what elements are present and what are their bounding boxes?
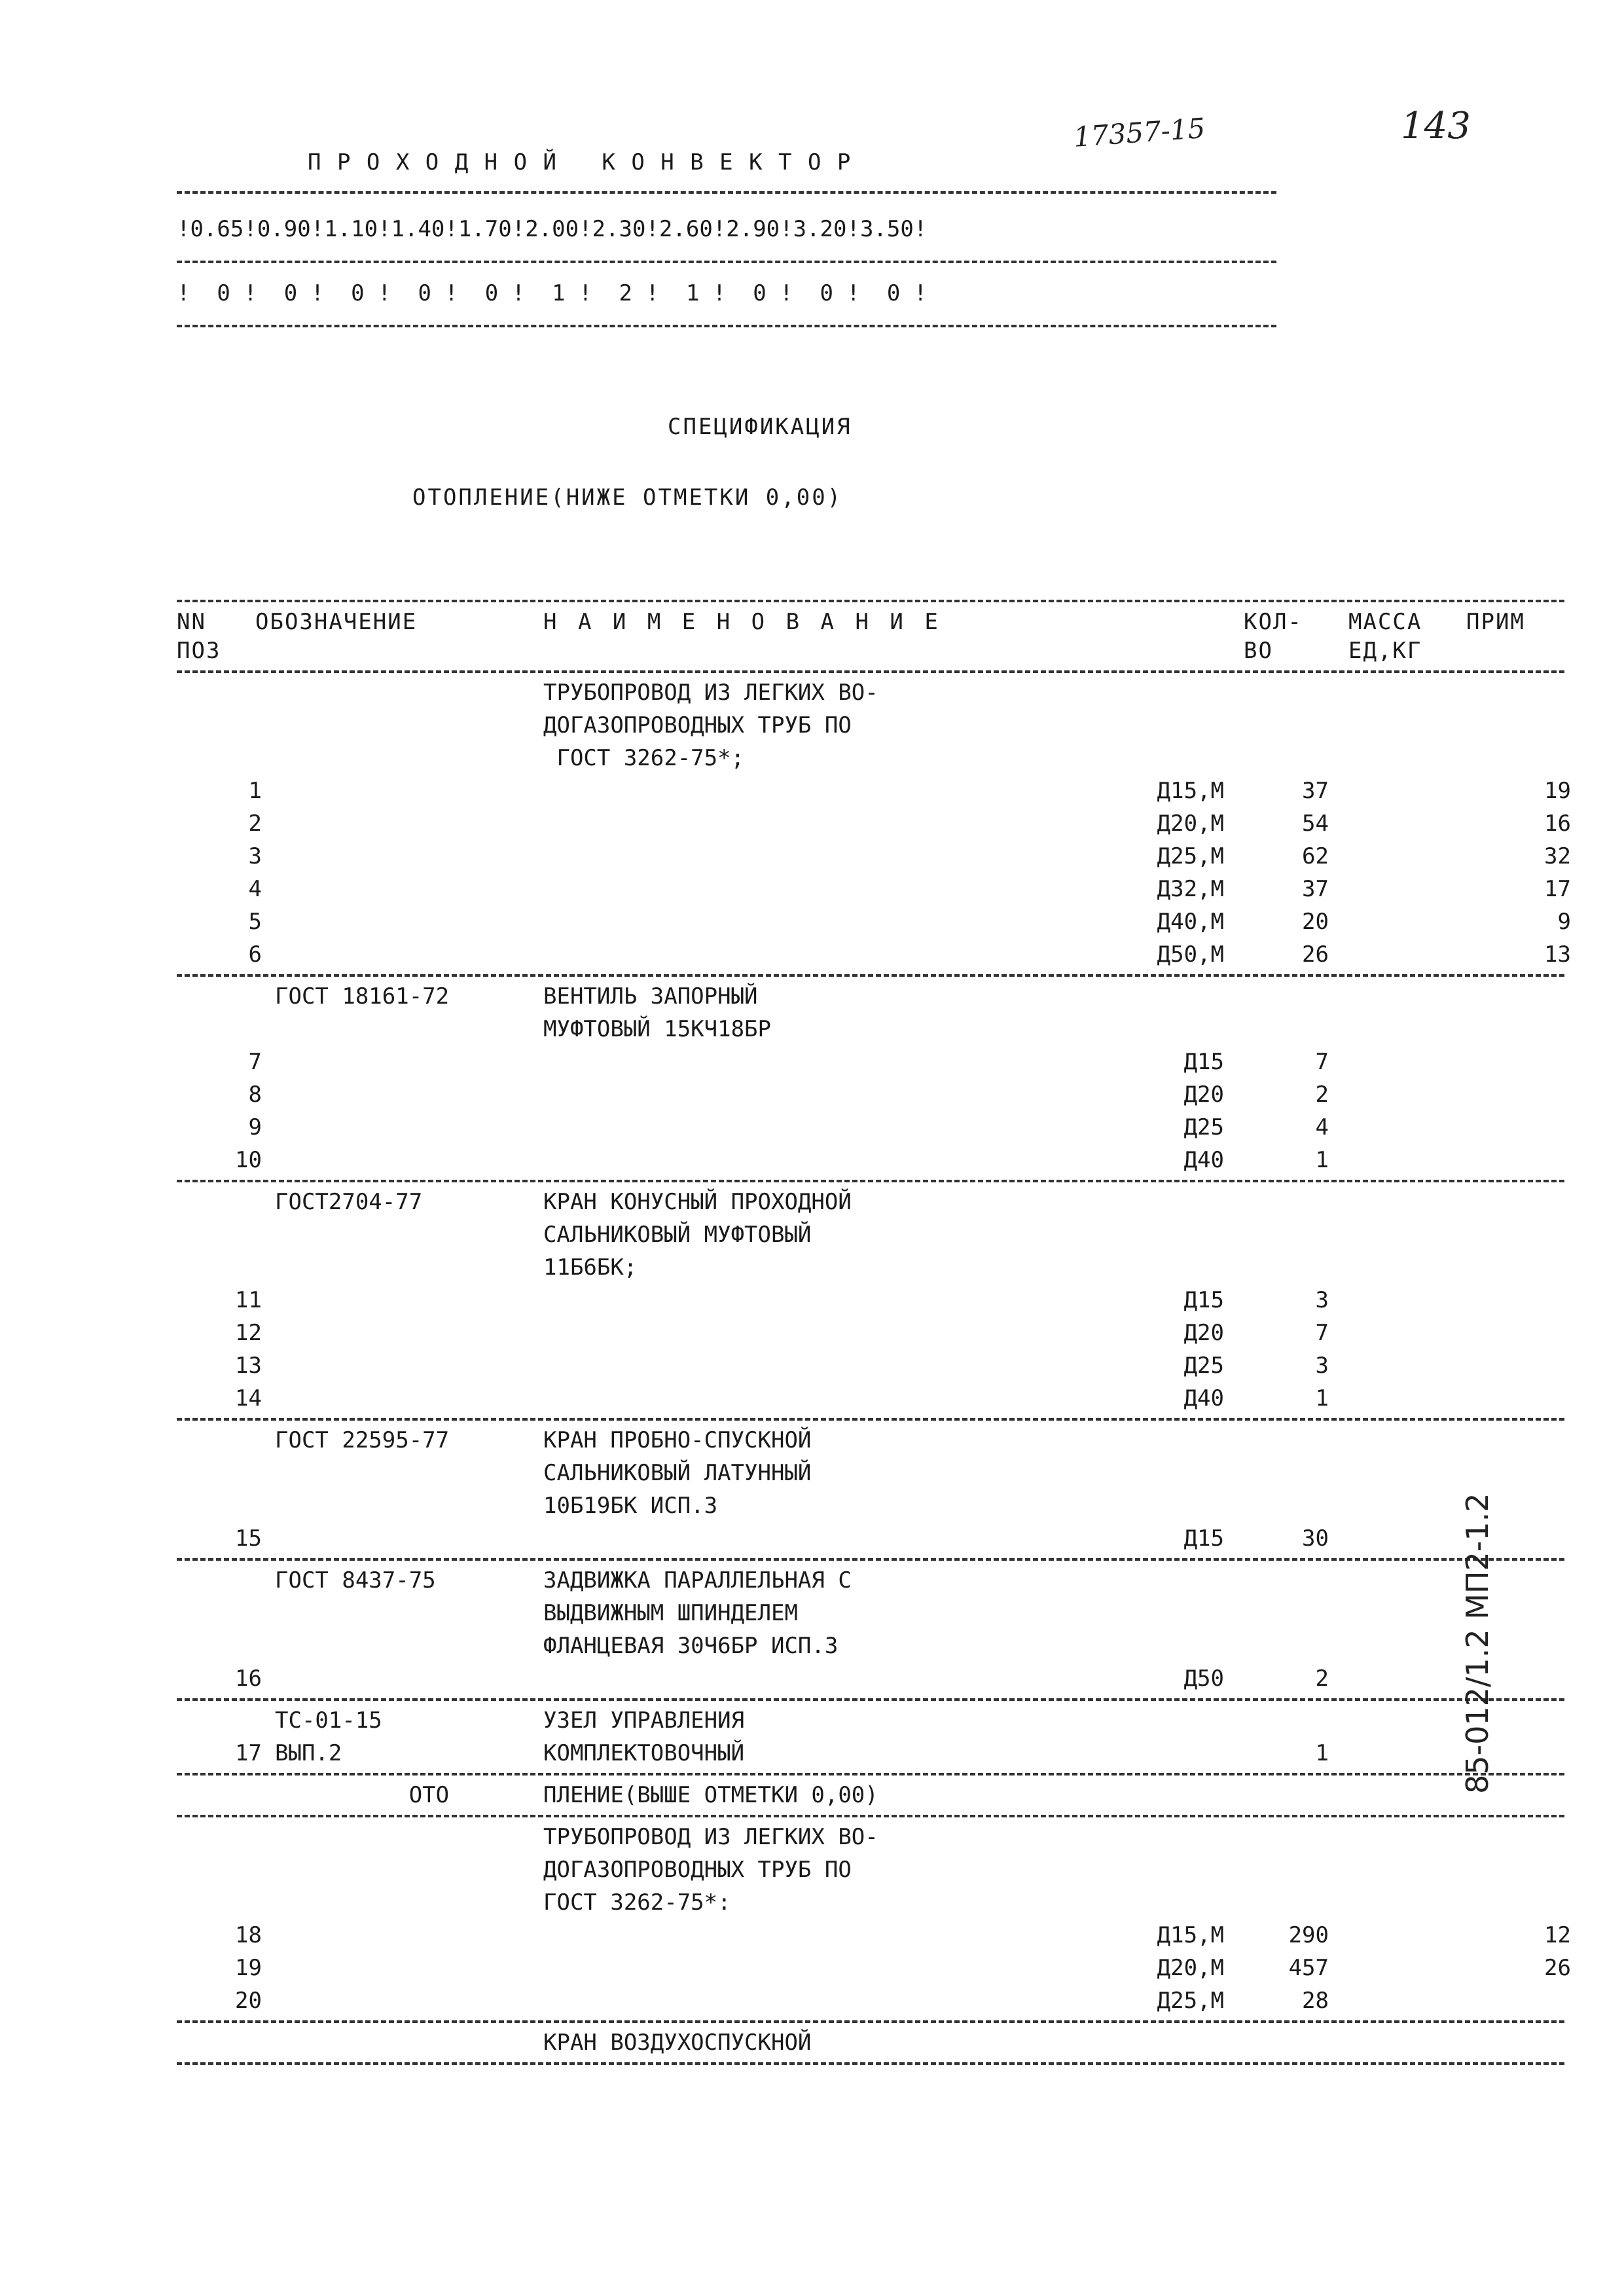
cell-qty: 457 [1288,1955,1329,1981]
header-pos-1: NN [177,609,206,635]
cell-size: Д50 [1183,1666,1224,1692]
cell-qty: 30 [1302,1525,1329,1552]
cell-pos: 16 [235,1666,262,1692]
table-row [177,1984,1394,2016]
table-row [177,1736,1394,1769]
cell-pos: 4 [248,876,262,902]
table-row [177,905,1571,938]
cell-size: Д15,М [1157,778,1224,804]
cell-note: 13 [1544,941,1571,968]
table-row [177,676,1394,708]
cell-pos: 12 [235,1320,262,1346]
cell-pos: 13 [235,1353,262,1379]
header-name: Н А И М Е Н О В А Н И Е [543,609,942,635]
table-row [177,708,1394,741]
table-row [177,1185,1394,1218]
cell-size: Д15,М [1157,1922,1224,1948]
cell-qty: 20 [1302,909,1329,935]
cell-size: Д40 [1183,1385,1224,1411]
table-row [177,807,1571,839]
cell-pos: 3 [248,843,262,869]
cell-size: Д20 [1183,1320,1224,1346]
table-row [177,1629,1394,1662]
header-pos-2: ПОЗ [177,638,221,664]
side-stamp: 85-012/1.2 МП2-1.2 [1460,1493,1495,1794]
cell-pos: 19 [235,1955,262,1981]
table-row [177,1078,1394,1110]
cell-name: КРАН КОНУСНЫЙ ПРОХОДНОЙ [543,1189,852,1215]
cell-size: Д15 [1183,1287,1224,1313]
cell-size: Д25 [1183,1353,1224,1379]
header-mass-1: МАССА [1348,609,1422,635]
table-row [177,979,1394,1012]
cell-pos: 20 [235,1988,262,2014]
cell-size: Д20,М [1157,810,1224,837]
table-row [177,1316,1394,1349]
cell-note: 16 [1544,810,1571,837]
cell-pos: 11 [235,1287,262,1313]
table-row [177,1662,1394,1694]
table-row [177,1110,1394,1143]
header-code: ОБОЗНАЧЕНИЕ [255,609,418,635]
table-row [177,1853,1394,1885]
section-title: ОТОПЛЕНИЕ(НИЖЕ ОТМЕТКИ 0,00) [412,484,843,511]
cell-qty: 28 [1302,1988,1329,2014]
table-row [177,1951,1571,1984]
cell-code: ГОСТ 8437-75 [275,1567,436,1593]
cell-name: КОМПЛЕКТОВОЧНЫЙ [543,1740,745,1766]
cell-note: 19 [1544,778,1571,804]
cell-name: ДОГАЗОПРОВОДНЫХ ТРУБ ПО [543,712,852,738]
cell-note: 32 [1544,843,1571,869]
table-row [177,1820,1394,1853]
cell-qty: 37 [1302,876,1329,902]
table-row [177,1489,1394,1521]
cell-qty: 7 [1315,1320,1329,1346]
table-row [177,1778,1394,1811]
cell-qty: 1 [1315,1740,1329,1766]
table-row [177,1885,1394,1918]
cell-name: САЛЬНИКОВЫЙ МУФТОВЫЙ [543,1222,812,1248]
cell-size: Д32,М [1157,876,1224,902]
convector-title: П Р О Х О Д Н О Й К О Н В Е К Т О Р [308,149,852,175]
table-row [177,1703,1394,1736]
cell-name: ЗАДВИЖКА ПАРАЛЛЕЛЬНАЯ С [543,1567,852,1593]
cell-note: 9 [1557,909,1571,935]
cell-size: Д15 [1183,1049,1224,1075]
table-row [177,1012,1394,1045]
cell-code: ГОСТ2704-77 [275,1189,423,1215]
cell-qty: 54 [1302,810,1329,837]
cell-name: УЗЕЛ УПРАВЛЕНИЯ [543,1707,745,1734]
cell-qty: 37 [1302,778,1329,804]
cell-name: КРАН ПРОБНО-СПУСКНОЙ [543,1427,812,1453]
cell-pos: 8 [248,1082,262,1108]
table-header [177,605,1525,638]
cell-name: ГОСТ 3262-75*; [543,745,745,771]
table-row [177,1349,1394,1381]
cell-size: Д40,М [1157,909,1224,935]
cell-pos: 14 [235,1385,262,1411]
cell-name: ТРУБОПРОВОД ИЗ ЛЕГКИХ ВО- [543,1824,878,1850]
cell-qty: 4 [1315,1114,1329,1140]
cell-name: ВЫДВИЖНЫМ ШПИНДЕЛЕМ [543,1600,798,1626]
cell-pos: 6 [248,941,262,968]
cell-qty: 2 [1315,1666,1329,1692]
cell-size: Д25 [1183,1114,1224,1140]
table-row [177,741,1394,774]
cell-code: ГОСТ 22595-77 [275,1427,450,1453]
convector-counts-row: ! 0 ! 0 ! 0 ! 0 ! 0 ! 1 ! 2 ! 1 ! 0 ! 0 ! 0 ! [177,280,928,306]
cell-size: Д40 [1183,1147,1224,1173]
cell-qty: 1 [1315,1385,1329,1411]
cell-name: ВЕНТИЛЬ ЗАПОРНЫЙ [543,983,758,1010]
table-row [177,2026,1394,2058]
header-qty-2: ВО [1244,638,1273,664]
cell-code: ТС-01-15 [275,1707,382,1734]
convector-values-row: !0.65!0.90!1.10!1.40!1.70!2.00!2.30!2.60!2.90!3.20!3.50! [177,216,928,242]
cell-pos: 7 [248,1049,262,1075]
cell-note: 17 [1544,876,1571,902]
cell-qty: 7 [1315,1049,1329,1075]
cell-name: ФЛАНЦЕВАЯ 30Ч6БР ИСП.3 [543,1633,839,1659]
cell-pos: 17 [235,1740,262,1766]
table-row [177,1218,1394,1250]
table-row [177,1381,1394,1414]
cell-pos: 18 [235,1922,262,1948]
handwritten-page-number: 143 [1401,105,1471,147]
cell-pos: 1 [248,778,262,804]
cell-note: 12 [1544,1922,1571,1948]
cell-qty: 2 [1315,1082,1329,1108]
table-row [177,1918,1571,1951]
cell-name: ГОСТ 3262-75*: [543,1889,731,1916]
table-row [177,938,1571,970]
cell-size: Д50,М [1157,941,1224,968]
table-row [177,872,1571,905]
header-qty-1: КОЛ- [1244,609,1303,635]
cell-qty: 3 [1315,1353,1329,1379]
cell-name: 11Б6БК; [543,1254,638,1281]
table-row [177,774,1571,807]
table-header-2 [177,638,1422,666]
cell-pos: 9 [248,1114,262,1140]
cell-size: Д25,М [1157,1988,1224,2014]
table-row [177,1143,1394,1176]
cell-name: КРАН ВОЗДУХОСПУСКНОЙ [543,2030,812,2056]
cell-size: Д25,М [1157,843,1224,869]
cell-qty: 3 [1315,1287,1329,1313]
header-note: ПРИМ [1466,609,1525,635]
table-row [177,1563,1394,1596]
table-row [177,839,1571,872]
cell-qty: 290 [1288,1922,1329,1948]
table-row [177,1596,1394,1629]
header-mass-2: ЕД,КГ [1348,638,1422,664]
table-row [177,1423,1394,1456]
table-row [177,1283,1394,1316]
cell-name: ПЛЕНИЕ(ВЫШЕ ОТМЕТКИ 0,00) [543,1782,878,1808]
cell-code: ВЫП.2 [275,1740,342,1766]
table-row [177,1045,1394,1078]
cell-note: 26 [1544,1955,1571,1981]
cell-name: САЛЬНИКОВЫЙ ЛАТУННЫЙ [543,1460,812,1486]
cell-name: ТРУБОПРОВОД ИЗ ЛЕГКИХ ВО- [543,680,878,706]
cell-size: Д20,М [1157,1955,1224,1981]
cell-code: ГОСТ 18161-72 [275,983,450,1010]
cell-pos: 2 [248,810,262,837]
cell-name: ДОГАЗОПРОВОДНЫХ ТРУБ ПО [543,1857,852,1883]
cell-pos: 10 [235,1147,262,1173]
cell-code: ОТО [275,1782,450,1808]
cell-size: Д15 [1183,1525,1224,1552]
cell-pos: 5 [248,909,262,935]
cell-qty: 62 [1302,843,1329,869]
handwritten-doc-number: 17357-15 [1072,112,1206,153]
table-row [177,1250,1394,1283]
cell-name: МУФТОВЫЙ 15КЧ18БР [543,1016,771,1042]
cell-qty: 1 [1315,1147,1329,1173]
cell-size: Д20 [1183,1082,1224,1108]
cell-pos: 15 [235,1525,262,1552]
cell-qty: 26 [1302,941,1329,968]
table-row [177,1456,1394,1489]
table-row [177,1521,1394,1554]
cell-name: 10Б19БК ИСП.3 [543,1493,718,1519]
spec-title: СПЕЦИФИКАЦИЯ [668,414,852,440]
